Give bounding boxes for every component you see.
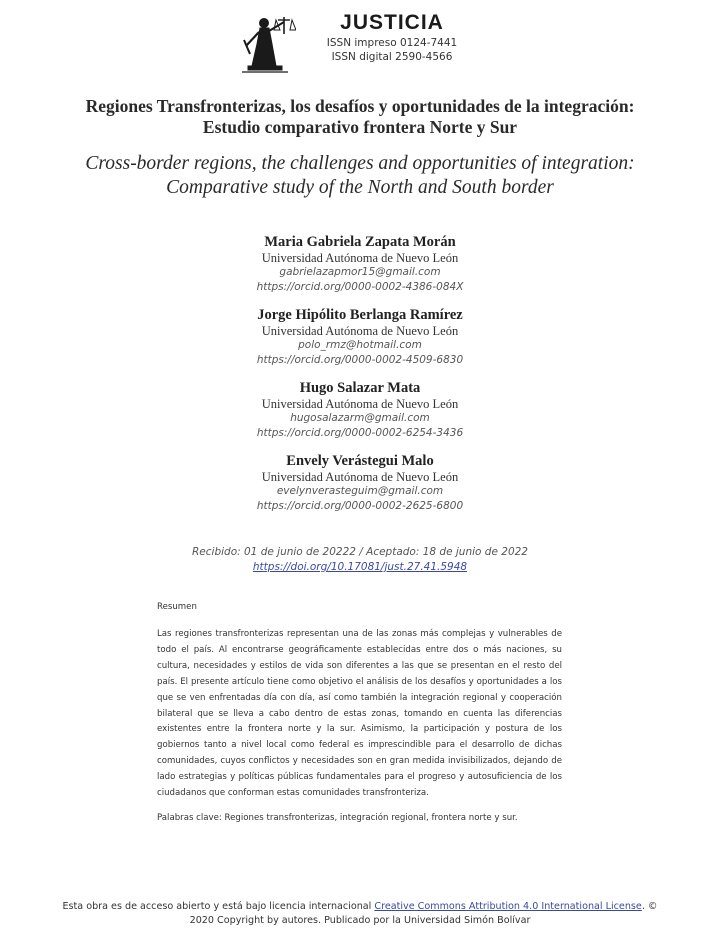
author-name: Jorge Hipólito Berlanga Ramírez bbox=[257, 307, 463, 323]
abstract-text: Las regiones transfronterizas representan una de las zonas más complejas y vulnerables de todo el país. Al encontrarse geográficamente establecidas entre dos o más naciones, su cultura, necesidades y estilos de vida son diferentes a las que se presentan en el resto del país. El presente artículo tiene como objetivo el análisis de los desafíos y oportunidades a los que se ven enfrentadas día con día, así como también la integración regional y cooperación bilateral que se lleva a cabo dentro de estas zonas, tomando en cuenta las diferencias existentes entre la frontera norte y la sur. Asimismo, la participación y postura de los gobiernos tanto a nivel local como federal es imprescindible para el desarrollo de dichas comunidades, cuyos conflictos y necesidades son en gran medida invisibilizados, dejando de lado estrategias y políticas públicas fundamentales para el progreso y autosuficiencia de los ciudadanos que conforman estas comunidades transfronteriza. bbox=[157, 629, 562, 799]
author-affiliation: Universidad Autónoma de Nuevo León bbox=[261, 397, 459, 411]
publication-dates bbox=[0, 545, 720, 575]
abstract-label: Resumen bbox=[157, 602, 197, 612]
received-accepted-dates: Recibido: 01 de junio de 20222 / Aceptado: 18 de junio de 2022 bbox=[192, 546, 528, 558]
author-orcid-link[interactable]: https://orcid.org/0000-0002-2625-6800 bbox=[256, 500, 464, 512]
author-orcid-link[interactable]: https://orcid.org/0000-0002-4509-6830 bbox=[256, 354, 464, 366]
article-title-english: Cross-border regions, the challenges and opportunities of integration: Comparative study of the North and South border bbox=[85, 153, 635, 198]
license-prefix: Esta obra es de acceso abierto y está bajo licencia internacional bbox=[62, 901, 375, 912]
author-email[interactable]: hugosalazarm@gmail.com bbox=[290, 412, 430, 424]
license-suffix: . © 2020 Copyright by autores. Publicado por la Universidad Simón Bolívar bbox=[189, 901, 658, 926]
author-block bbox=[0, 453, 720, 514]
author-email[interactable]: evelynverasteguim@gmail.com bbox=[276, 485, 444, 497]
author-block bbox=[0, 380, 720, 441]
author-affiliation: Universidad Autónoma de Nuevo León bbox=[261, 470, 459, 484]
issn-digital: ISSN digital 2590-4566 bbox=[331, 51, 453, 63]
license-footer bbox=[60, 900, 660, 928]
author-affiliation: Universidad Autónoma de Nuevo León bbox=[261, 324, 459, 338]
issn-print: ISSN impreso 0124-7441 bbox=[326, 37, 458, 49]
abstract-section bbox=[157, 601, 562, 824]
author-email[interactable]: gabrielazapmor15@gmail.com bbox=[279, 266, 441, 278]
article-title-spanish: Regiones Transfronterizas, los desafíos y oportunidades de la integración: Estudio comparativo frontera Norte y Sur bbox=[85, 96, 635, 137]
author-orcid-link[interactable]: https://orcid.org/0000-0002-6254-3436 bbox=[256, 427, 464, 439]
author-list bbox=[0, 234, 720, 526]
author-name: Envely Verástegui Malo bbox=[286, 453, 434, 469]
author-block bbox=[0, 234, 720, 295]
doi-link[interactable]: https://doi.org/10.17081/just.27.41.5948 bbox=[252, 561, 468, 573]
author-email[interactable]: polo_rmz@hotmail.com bbox=[298, 339, 422, 351]
keywords: Palabras clave: Regiones transfronterizas, integración regional, frontera norte y sur. bbox=[157, 812, 518, 823]
license-link[interactable]: Creative Commons Attribution 4.0 International License bbox=[374, 901, 642, 912]
author-block bbox=[0, 307, 720, 368]
author-affiliation: Universidad Autónoma de Nuevo León bbox=[261, 251, 459, 265]
author-name: Maria Gabriela Zapata Morán bbox=[264, 234, 456, 250]
author-name: Hugo Salazar Mata bbox=[299, 380, 421, 396]
justice-figure-icon bbox=[238, 14, 296, 74]
journal-title: JUSTICIA bbox=[340, 11, 444, 34]
author-orcid-link[interactable]: https://orcid.org/0000-0002-4386-084X bbox=[256, 281, 464, 293]
journal-header bbox=[0, 10, 720, 72]
journal-info bbox=[322, 10, 462, 64]
